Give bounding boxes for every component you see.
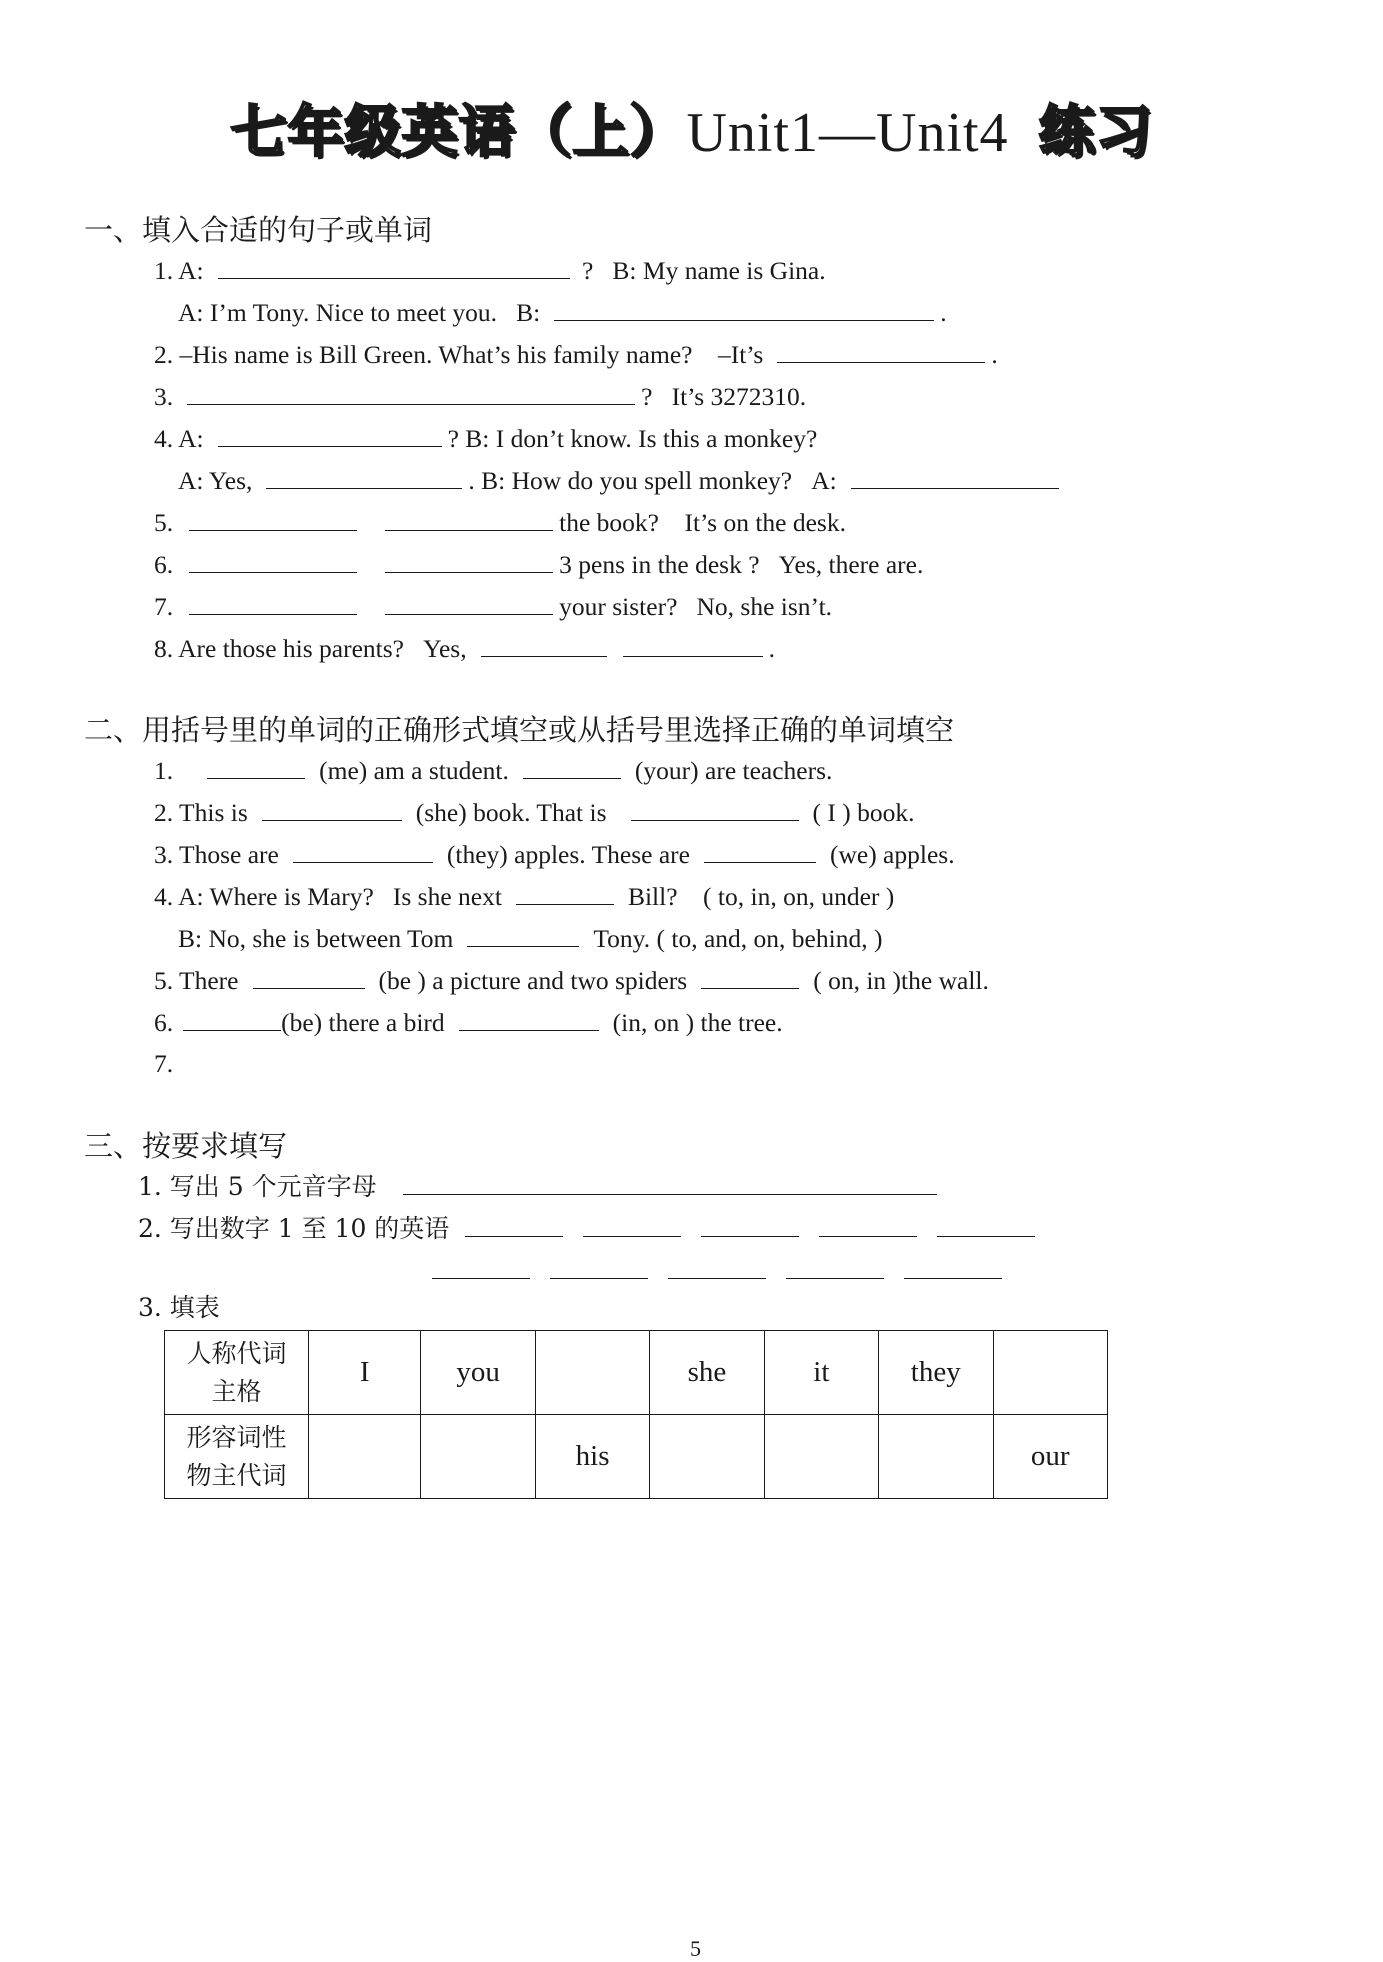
answer-blank[interactable] [583,1212,681,1237]
s2-line-8: 7. [154,1049,174,1078]
answer-blank[interactable] [459,1006,599,1031]
s1-line-10: 8. Are those his parents? Yes, . [154,634,775,663]
answer-blank[interactable] [516,880,614,905]
s1-line-5: 4. A: ? B: I don’t know. Is this a monkey? [154,424,818,453]
answer-blank[interactable] [704,838,816,863]
answer-blank[interactable] [189,590,357,615]
answer-blank[interactable] [262,796,402,821]
table-row [165,1415,1108,1499]
s1-line-4: 3. ? It’s 3272310. [154,382,807,411]
answer-blank[interactable] [189,548,357,573]
row1-header: 人称代词 主格 [165,1331,309,1415]
answer-blank[interactable] [183,1006,281,1031]
row2-header: 形容词性 物主代词 [165,1415,309,1499]
table-cell[interactable] [650,1415,764,1499]
s1-line-2: A: I’m Tony. Nice to meet you. B: . [178,298,947,327]
answer-blank[interactable] [904,1254,1002,1279]
answer-blank[interactable] [631,796,799,821]
pronoun-table [164,1330,1108,1499]
answer-blank[interactable] [189,506,357,531]
table-cell[interactable]: I [309,1331,421,1415]
answer-blank[interactable] [786,1254,884,1279]
answer-blank[interactable] [253,964,365,989]
answer-blank[interactable] [550,1254,648,1279]
answer-blank[interactable] [187,380,635,405]
table-cell[interactable]: you [421,1331,535,1415]
answer-blank[interactable] [481,632,607,657]
answer-blank[interactable] [701,964,799,989]
s1-line-9: 7. your sister? No, she isn’t. [154,592,833,621]
title-en-part: Unit1—Unit4 [686,102,1009,164]
page-title [0,88,1383,168]
table-cell[interactable] [764,1415,878,1499]
s2-line-6: 5. There (be ) a picture and two spiders ( on, in )the wall. [154,966,989,995]
answer-blank[interactable] [218,254,570,279]
s1-line-7: 5. the book? It’s on the desk. [154,508,846,537]
table-cell[interactable] [993,1331,1107,1415]
answer-blank[interactable] [777,338,985,363]
answer-blank[interactable] [385,548,553,573]
table-cell[interactable]: his [535,1415,649,1499]
answer-blank[interactable] [523,754,621,779]
answer-blank[interactable] [819,1212,917,1237]
s1-line-6: A: Yes, . B: How do you spell monkey? A: [178,464,1065,497]
answer-blank[interactable] [293,838,433,863]
table-cell[interactable]: it [764,1331,878,1415]
answer-blank[interactable] [266,464,462,489]
s1-line-3: 2. –His name is Bill Green. What’s his family name? –It’s . [154,340,998,369]
s2-line-5: B: No, she is between Tom Tony. ( to, and, on, behind, ) [178,924,883,953]
answer-blank[interactable] [385,506,553,531]
s2-line-2: 2. This is (she) book. That is ( I ) book. [154,798,915,827]
section2-heading: 二、用括号里的单词的正确形式填空或从括号里选择正确的单词填空 [84,713,955,747]
s3-item-3: 3. 填表 [138,1293,220,1322]
table-cell[interactable] [878,1415,993,1499]
title-cn-part2: 练习 [1038,100,1153,165]
answer-blank[interactable] [554,296,934,321]
answer-blank[interactable] [668,1254,766,1279]
answer-blank[interactable] [385,590,553,615]
s1-line-8: 6. 3 pens in the desk ? Yes, there are. [154,550,924,579]
s3-item-2-continued [426,1254,1008,1287]
s2-line-4: 4. A: Where is Mary? Is she next Bill? ( to, in, on, under ) [154,882,895,911]
page-number: 5 [690,1936,701,1961]
answer-blank[interactable] [218,422,442,447]
answer-blank[interactable] [465,1212,563,1237]
answer-blank[interactable] [207,754,305,779]
s2-line-7: 6. (be) there a bird (in, on ) the tree. [154,1008,783,1037]
answer-blank[interactable] [851,464,1059,489]
table-cell[interactable]: our [993,1415,1107,1499]
s2-line-1: 1. (me) am a student. (your) are teachers. [154,756,833,785]
s1-line-1: 1. A: ? B: My name is Gina. [154,256,826,285]
table-row [165,1331,1108,1415]
s3-item-2: 2. 写出数字 1 至 10 的英语 [138,1212,1041,1245]
section3-heading: 三、按要求填写 [84,1129,288,1163]
table-cell[interactable] [535,1331,649,1415]
answer-blank[interactable] [467,922,579,947]
answer-blank[interactable] [432,1254,530,1279]
s3-item-1: 1. 写出 5 个元音字母 [138,1170,943,1203]
s2-line-3: 3. Those are (they) apples. These are (we) apples. [154,840,955,869]
answer-blank[interactable] [623,632,763,657]
answer-blank[interactable] [937,1212,1035,1237]
table-cell[interactable]: they [878,1331,993,1415]
table-cell[interactable] [421,1415,535,1499]
table-cell[interactable]: she [650,1331,764,1415]
answer-blank[interactable] [403,1170,937,1195]
section1-heading: 一、填入合适的句子或单词 [84,213,433,247]
answer-blank[interactable] [701,1212,799,1237]
title-cn-part1: 七年级英语（上） [230,100,687,165]
table-cell[interactable] [309,1415,421,1499]
